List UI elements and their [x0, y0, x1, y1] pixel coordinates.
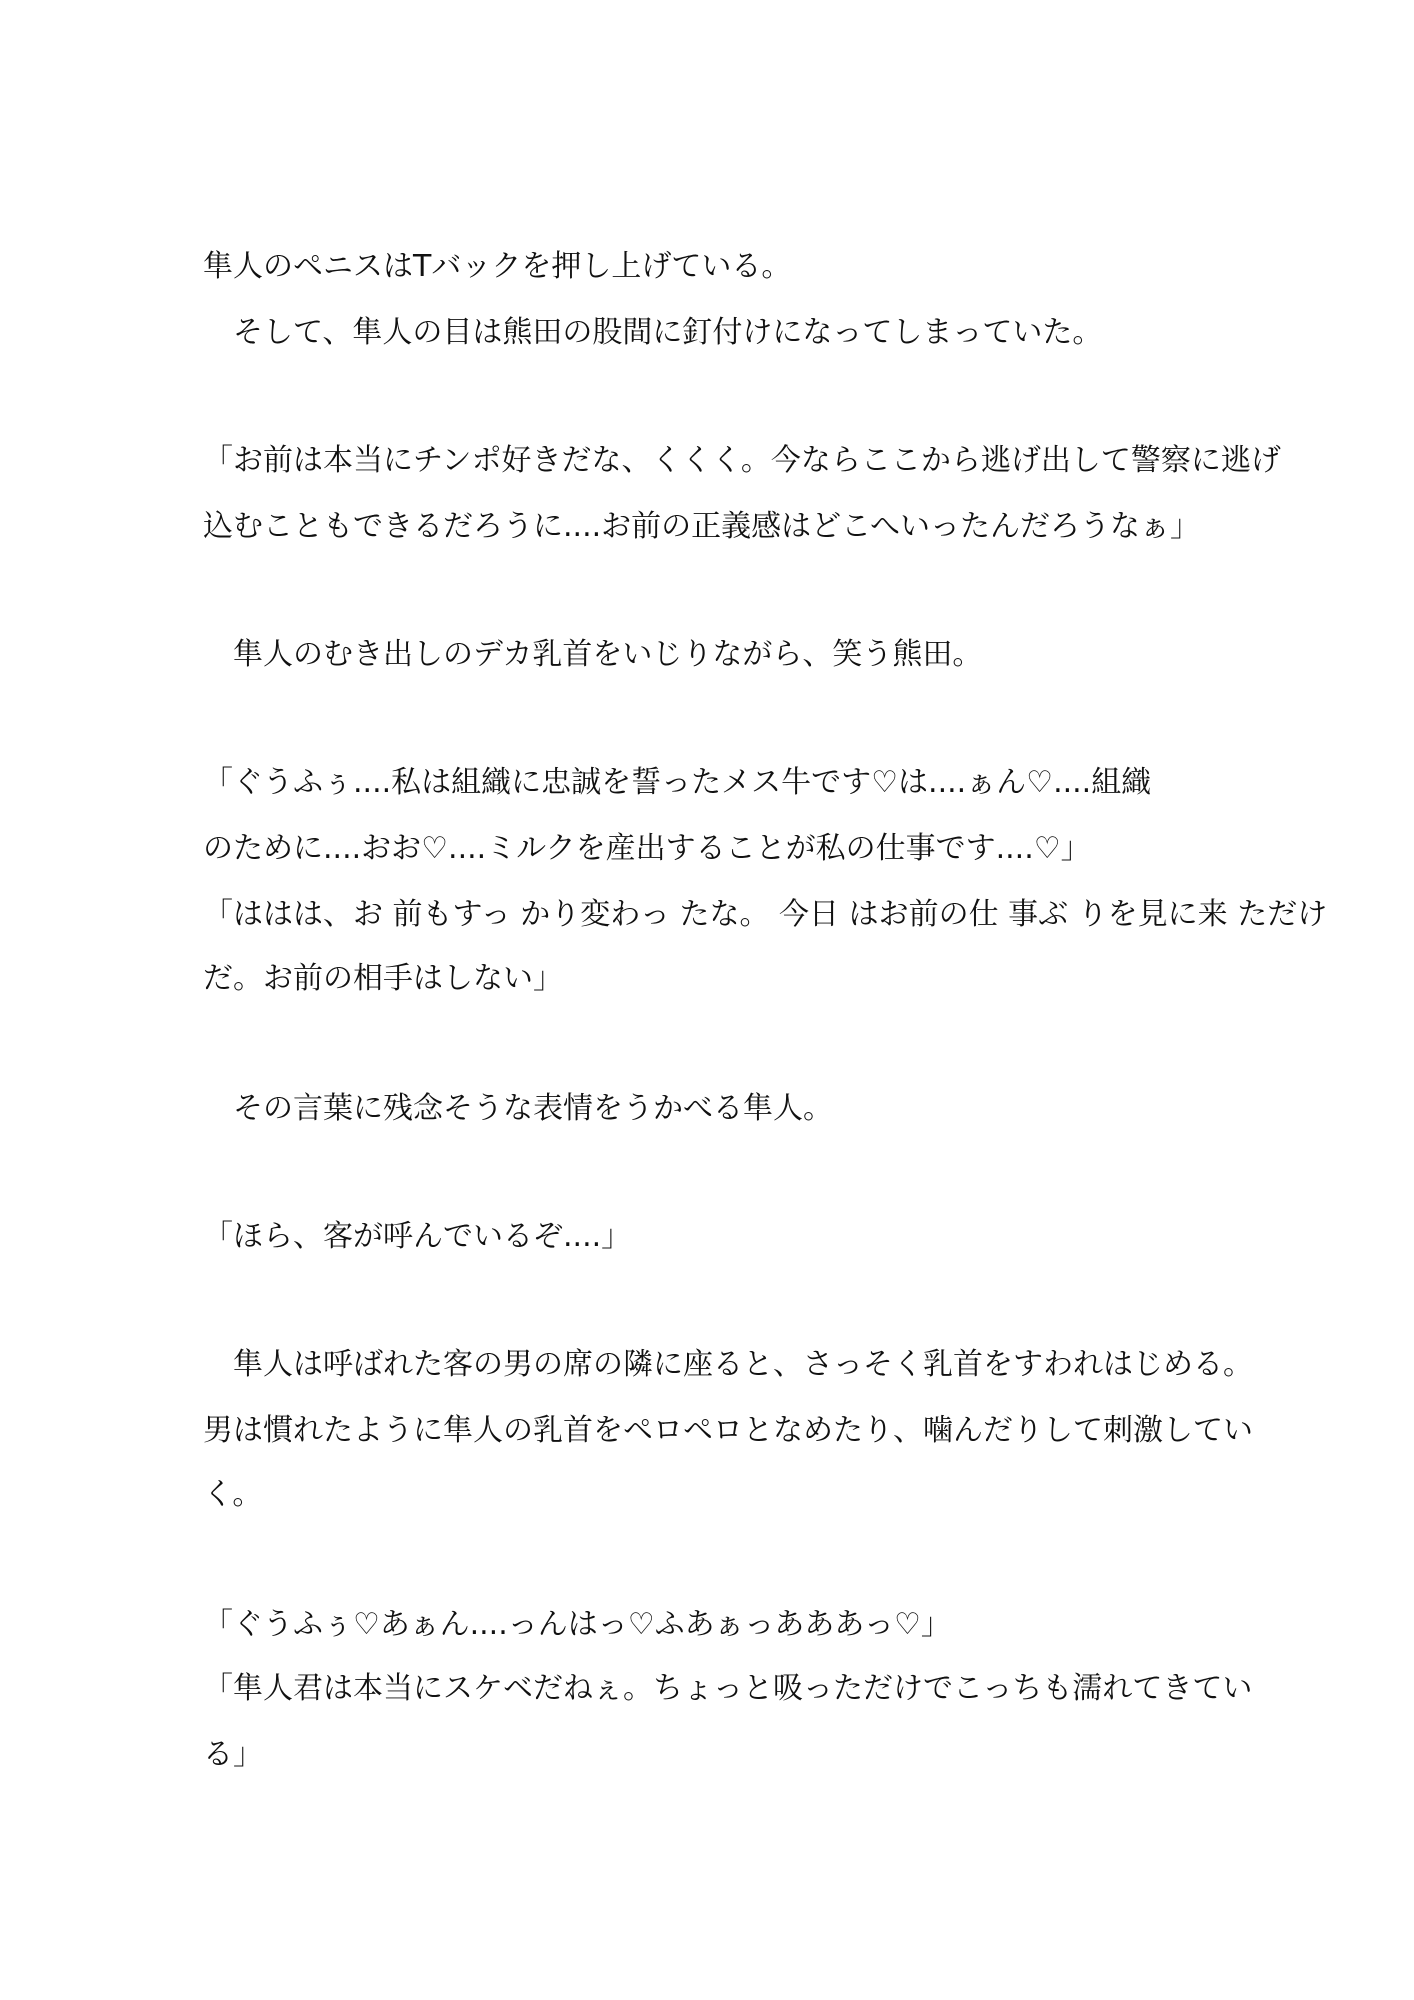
text-line: く。 [203, 1477, 263, 1512]
text-line: 「ほら、客が呼んでいるぞ....」 [203, 1219, 632, 1254]
text-line: 「ぐうふぅ....私は組織に忠誠を誓ったメス牛です♡は....ぁん♡....組織 [203, 765, 1152, 800]
text-line: 隼人のペニスはTバックを押し上げている。 [203, 249, 792, 284]
text-line: のために....おお♡....ミルクを産出することが私の仕事です....♡」 [203, 831, 1091, 866]
text-line: る」 [203, 1737, 263, 1772]
text-line: 男は慣れたように隼人の乳首をペロペロとなめたり、噛んだりして刺激してい [203, 1413, 1253, 1448]
text-line: 「ははは、お 前もすっ かり変わっ たな。 今日 はお前の仕 事ぶ りを見に来 ただけ [203, 897, 1328, 932]
text-line: 込むこともできるだろうに....お前の正義感はどこへいったんだろうなぁ」 [203, 509, 1200, 544]
text-line: 「ぐうふぅ♡あぁん....っんはっ♡ふあぁっあああっ♡」 [203, 1607, 951, 1642]
text-line: そして、隼人の目は熊田の股間に釘付けになってしまっていた。 [203, 315, 1103, 350]
text-line: その言葉に残念そうな表情をうかべる隼人。 [203, 1091, 833, 1126]
text-line: 隼人は呼ばれた客の男の席の隣に座ると、さっそく乳首をすわれはじめる。 [203, 1347, 1253, 1382]
text-line: だ。お前の相手はしない」 [203, 961, 563, 996]
text-line: 隼人のむき出しのデカ乳首をいじりながら、笑う熊田。 [203, 637, 983, 672]
text-line: 「お前は本当にチンポ好きだな、くくく。今ならここから逃げ出して警察に逃げ [203, 443, 1281, 478]
text-line: 「隼人君は本当にスケベだねぇ。ちょっと吸っただけでこっちも濡れてきてい [203, 1671, 1253, 1706]
